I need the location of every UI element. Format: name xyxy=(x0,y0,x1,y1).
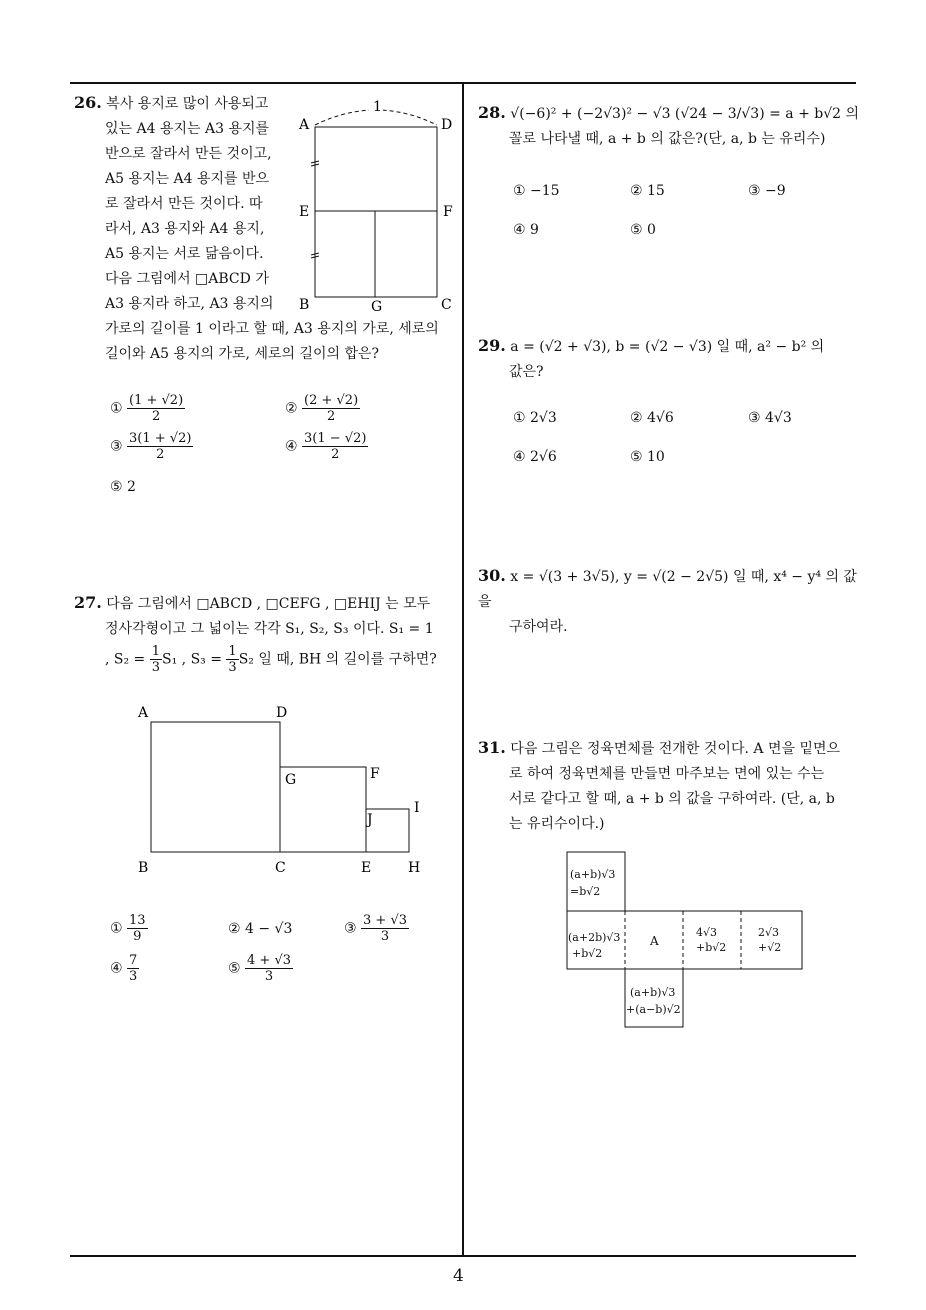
p28-choice-1[interactable]: ① −15 xyxy=(513,183,560,199)
problem-31-line-3: 서로 같다고 할 때, a + b 의 값을 구하여라. (단, a, b xyxy=(509,791,835,807)
fig26-label-F: F xyxy=(443,204,453,220)
problem-28 xyxy=(478,100,863,152)
p26-choice-1[interactable]: ① $\frac{(1 + √2)}{2}$ xyxy=(110,393,184,424)
squares-figure xyxy=(130,700,440,885)
problem-26-line-11: 길이와 A5 용지의 가로, 세로의 길이의 합은? xyxy=(105,346,380,362)
problem-26-line-7: A5 용지는 서로 닮음이다. xyxy=(105,246,264,262)
problem-27-line-1 xyxy=(74,590,459,617)
problem-27-line-2: 정사각형이고 그 넓이는 각각 S₁, S₂, S₃ 이다. S₁ = 1 xyxy=(105,621,434,637)
fig27-label-J: J xyxy=(367,812,373,828)
problem-27 xyxy=(74,590,459,675)
problem-29-text: a = (√2 + √3), b = (√2 − √3) 일 때, a² − b² 의 xyxy=(510,339,825,355)
problem-26-line-8: 다음 그림에서 □ABCD 가 xyxy=(105,271,269,287)
p27-choice-1[interactable]: ① $\frac{13}{9}$ xyxy=(110,913,146,944)
problem-27-text: 다음 그림에서 □ABCD , □CEFG , □EHIJ 는 모두 xyxy=(106,596,431,612)
fig26-label-B: B xyxy=(299,297,310,313)
problem-26-line-9: A3 용지라 하고, A3 용지의 xyxy=(105,296,274,312)
net-top-line2: =b√2 xyxy=(570,885,601,898)
problem-26-line-2: 있는 A4 용지는 A3 용지를 xyxy=(105,121,270,137)
bottom-rule xyxy=(70,1255,856,1257)
fig26-label-A: A xyxy=(299,117,310,133)
net-center: A xyxy=(650,934,659,948)
fig27-label-D: D xyxy=(276,705,288,721)
fig26-label-C: C xyxy=(441,297,452,313)
net-top-line1: (a+b)√3 xyxy=(570,868,616,881)
problem-30-line-1 xyxy=(478,563,863,615)
p29-choice-2[interactable]: ② 4√6 xyxy=(630,410,674,426)
problem-31-line-2: 로 하여 정육면체를 만들면 마주보는 면에 있는 수는 xyxy=(509,766,825,782)
p26-choice-2[interactable]: ② $\frac{(2 + √2)}{2}$ xyxy=(285,393,359,424)
problem-29-line-2: 값은? xyxy=(509,364,544,380)
net-bottom-line2: +(a−b)√2 xyxy=(626,1003,681,1016)
problem-31-line-1 xyxy=(478,735,863,762)
p26-choice-3[interactable]: ③ $\frac{3(1 + √2)}{2}$ xyxy=(110,431,192,462)
p28-choice-2[interactable]: ② 15 xyxy=(630,183,665,199)
problem-28-line-1 xyxy=(478,100,863,127)
problem-26-line-3: 반으로 잘라서 만든 것이고, xyxy=(105,146,272,162)
problem-30 xyxy=(478,563,863,640)
net-bottom-line1: (a+b)√3 xyxy=(630,986,676,999)
fig27-label-E: E xyxy=(361,860,372,876)
fig27-label-I: I xyxy=(414,800,420,816)
net-r2-line1: 2√3 xyxy=(758,926,780,939)
p29-choice-3[interactable]: ③ 4√3 xyxy=(748,410,792,426)
fig27-label-H: H xyxy=(408,860,421,876)
problem-30-text: x = √(3 + 3√5), y = √(2 − 2√5) 일 때, x⁴ − y⁴ 의 값을 xyxy=(478,569,857,610)
problem-27-line-3: , S₂ = $\frac{1}{3}$ S₁ , S₃ = $\frac{1}{3}$ S₂ 일 때, BH 의 길이를 구하면? xyxy=(105,644,437,675)
page-number: 4 xyxy=(453,1266,464,1286)
fig27-label-C: C xyxy=(275,860,286,876)
problem-26-line-4: A5 용지는 A4 용지를 반으 xyxy=(105,171,270,187)
problem-26-line-5: 로 잘라서 만든 것이다. 따 xyxy=(105,196,263,212)
problem-26-line-10: 가로의 길이를 1 이라고 할 때, A3 용지의 가로, 세로의 xyxy=(105,321,439,337)
fig26-label-D: D xyxy=(441,117,453,133)
problem-28-line-2: 꼴로 나타낼 때, a + b 의 값은?(단, a, b 는 유리수) xyxy=(509,131,826,147)
problem-31-number: 31. xyxy=(478,738,506,757)
p28-choice-5[interactable]: ⑤ 0 xyxy=(630,222,656,238)
net-left-line2: +b√2 xyxy=(572,947,603,960)
problem-26-number: 26. xyxy=(74,93,102,112)
fig27-label-B: B xyxy=(138,860,149,876)
p27-choice-2[interactable]: ② 4 − √3 xyxy=(228,921,293,937)
fig27-label-F: F xyxy=(370,766,380,782)
fig26-label-top: 1 xyxy=(373,99,382,115)
net-r1-line1: 4√3 xyxy=(696,926,718,939)
cube-net-figure xyxy=(560,845,810,1035)
fig26-label-G: G xyxy=(371,299,383,315)
problem-28-text: √(−6)² + (−2√3)² − √3 (√24 − 3/√3) = a + b√2 의 xyxy=(510,106,860,122)
fig27-label-A: A xyxy=(138,705,149,721)
problem-27-number: 27. xyxy=(74,593,102,612)
p28-choice-4[interactable]: ④ 9 xyxy=(513,222,539,238)
problem-31-line-4: 는 유리수이다.) xyxy=(509,816,605,832)
problem-30-number: 30. xyxy=(478,566,506,585)
problem-30-line-2: 구하여라. xyxy=(509,619,568,635)
fig27-label-G: G xyxy=(285,772,297,788)
problem-31-text: 다음 그림은 정육면체를 전개한 것이다. A 면을 밑면으 xyxy=(510,741,841,757)
problem-29-line-1 xyxy=(478,333,863,360)
problem-29-number: 29. xyxy=(478,336,506,355)
p26-choice-5[interactable]: ⑤ 2 xyxy=(110,479,136,495)
p29-choice-1[interactable]: ① 2√3 xyxy=(513,410,557,426)
problem-28-number: 28. xyxy=(478,103,506,122)
a3-paper-figure xyxy=(295,95,465,320)
net-r1-line2: +b√2 xyxy=(696,941,727,954)
net-r2-line2: +√2 xyxy=(758,941,782,954)
p26-choice-4[interactable]: ④ $\frac{3(1 - √2)}{2}$ xyxy=(285,431,367,462)
problem-26-line-6: 라서, A3 용지와 A4 용지, xyxy=(105,221,265,237)
p28-choice-3[interactable]: ③ −9 xyxy=(748,183,786,199)
problem-26-text: 복사 용지로 많이 사용되고 xyxy=(106,96,269,112)
p29-choice-4[interactable]: ④ 2√6 xyxy=(513,449,557,465)
p27-choice-5[interactable]: ⑤ $\frac{4 + √3}{3}$ xyxy=(228,953,291,984)
p27-choice-4[interactable]: ④ $\frac{7}{3}$ xyxy=(110,953,138,984)
problem-31 xyxy=(478,735,863,837)
problem-29 xyxy=(478,333,863,385)
p29-choice-5[interactable]: ⑤ 10 xyxy=(630,449,665,465)
fig26-label-E: E xyxy=(299,204,310,220)
net-left-line1: (a+2b)√3 xyxy=(568,931,621,944)
p27-choice-3[interactable]: ③ $\frac{3 + √3}{3}$ xyxy=(344,913,407,944)
